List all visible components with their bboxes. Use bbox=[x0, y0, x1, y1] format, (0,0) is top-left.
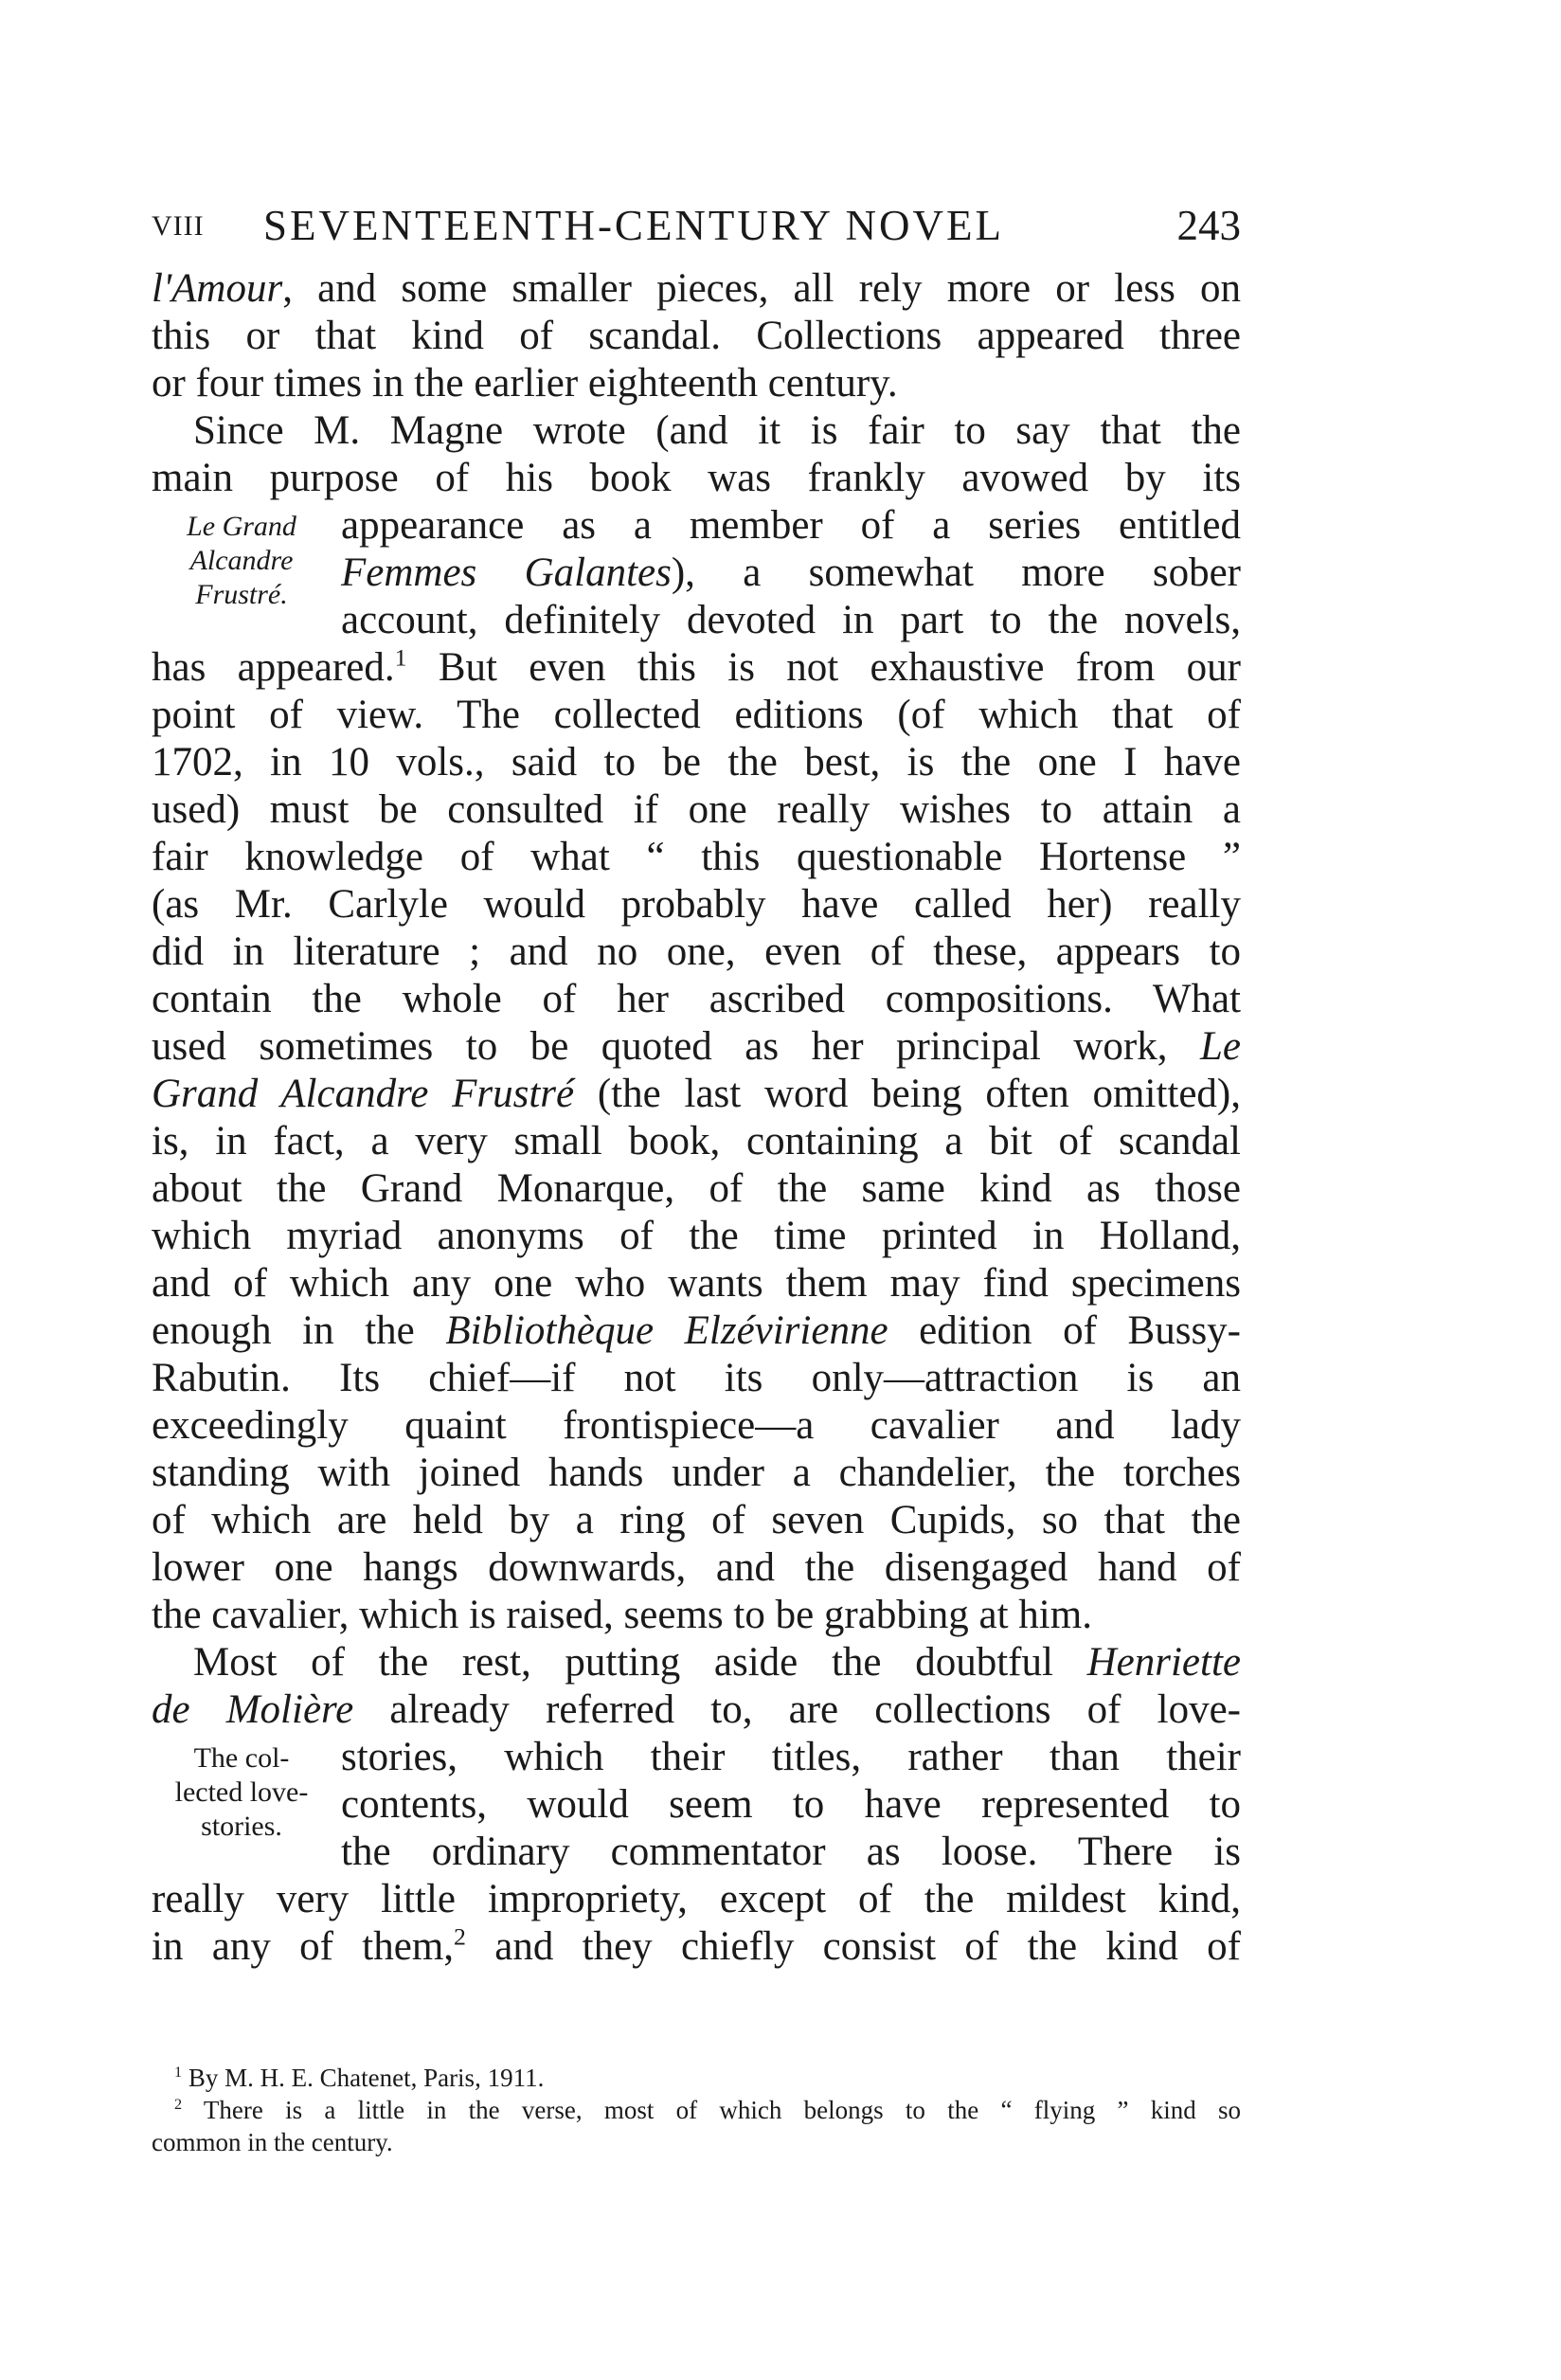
text-line: Most of the rest, putting aside the doubtful Henriette bbox=[193, 1640, 1241, 1685]
footnote-2-continued: common in the century. bbox=[152, 2128, 393, 2156]
text-line: Since M. Magne wrote (and it is fair to say that the bbox=[193, 408, 1241, 453]
text-line: Grand Alcandre Frustré (the last word being often omitted), bbox=[152, 1072, 1241, 1116]
marginal-note-le-grand-alcandre: Le Grand Alcandre Frustré. bbox=[187, 511, 296, 610]
text-line: the ordinary commentator as loose. There is bbox=[341, 1830, 1241, 1874]
text-line: contents, would seem to have represented to bbox=[341, 1782, 1241, 1827]
text-line: 1702, in 10 vols., said to be the best, is the one I have bbox=[152, 740, 1241, 784]
running-header bbox=[152, 201, 1241, 258]
text-line: has appeared.$^1$ But even this is not exhaustive from our bbox=[152, 643, 1242, 690]
page-number: 243 bbox=[1176, 202, 1241, 249]
footnote-1: $^1$ By M. H. E. Chatenet, Paris, 1911. bbox=[174, 2064, 545, 2092]
text-line: Femmes Galantes), a somewhat more sober bbox=[341, 550, 1242, 595]
footnote-ref-2: 2 bbox=[454, 1922, 466, 1951]
text-line: fair knowledge of what “ this questionable Hortense ” bbox=[152, 835, 1241, 879]
text-line: of which are held by a ring of seven Cupids, so that the bbox=[152, 1498, 1241, 1542]
text-line: this or that kind of scandal. Collections appeared three bbox=[152, 314, 1241, 358]
text-line: which myriad anonyms of the time printed in Holland, bbox=[152, 1214, 1241, 1258]
text-line: is, in fact, a very small book, containing a bit of scandal bbox=[152, 1119, 1241, 1163]
text-line: account, definitely devoted in part to the novels, bbox=[341, 598, 1241, 642]
text-line: point of view. The collected editions (of which that of bbox=[152, 693, 1241, 737]
text-line: Rabutin. Its chief—if not its only—attraction is an bbox=[152, 1356, 1241, 1400]
text-line: enough in the Bibliothèque Elzévirienne edition of Bussy- bbox=[152, 1308, 1242, 1353]
text-line: (as Mr. Carlyle would probably have called her) really bbox=[152, 882, 1241, 927]
text-line: stories, which their titles, rather than their bbox=[341, 1735, 1241, 1779]
text-line: de Molière already referred to, are collections of love- bbox=[152, 1687, 1241, 1732]
text-line: the cavalier, which is raised, seems to be grabbing at him. bbox=[152, 1593, 1092, 1637]
text-line: did in literature ; and no one, even of these, appears to bbox=[152, 929, 1241, 974]
running-title: SEVENTEENTH-CENTURY NOVEL bbox=[263, 202, 1004, 249]
text-line: or four times in the earlier eighteenth century. bbox=[152, 361, 898, 406]
text-line: main purpose of his book was frankly avowed by its bbox=[152, 456, 1241, 500]
text-line: exceedingly quaint frontispiece—a cavalier and lady bbox=[152, 1403, 1241, 1448]
text-line: really very little impropriety, except of the mildest kind, bbox=[152, 1877, 1241, 1921]
text-line: and of which any one who wants them may find specimens bbox=[152, 1261, 1241, 1306]
text-line: used sometimes to be quoted as her principal work, Le bbox=[152, 1024, 1241, 1069]
text-line: standing with joined hands under a chandelier, the torches bbox=[152, 1451, 1241, 1495]
text-line: l'Amour, and some smaller pieces, all rely more or less on bbox=[152, 266, 1241, 311]
text-line: appearance as a member of a series entitled bbox=[341, 503, 1241, 548]
text-line: in any of them,$^2$ and they chiefly consist of the kind of bbox=[152, 1922, 1241, 1969]
text-line: lower one hangs downwards, and the disengaged hand of bbox=[152, 1545, 1241, 1590]
chapter-number: VIII bbox=[152, 210, 205, 242]
text-line: used) must be consulted if one really wishes to attain a bbox=[152, 787, 1241, 832]
text-line: about the Grand Monarque, of the same kind as those bbox=[152, 1166, 1241, 1211]
footnote-2: $^2$ There is a little in the verse, most of which belongs to the “ flying ” kind so bbox=[174, 2096, 1241, 2124]
footnote-ref-1: 1 bbox=[394, 643, 407, 672]
text-line: contain the whole of her ascribed compositions. What bbox=[152, 977, 1241, 1021]
marginal-note-collected-love-stories: The col- lected love- stories. bbox=[174, 1742, 309, 1842]
